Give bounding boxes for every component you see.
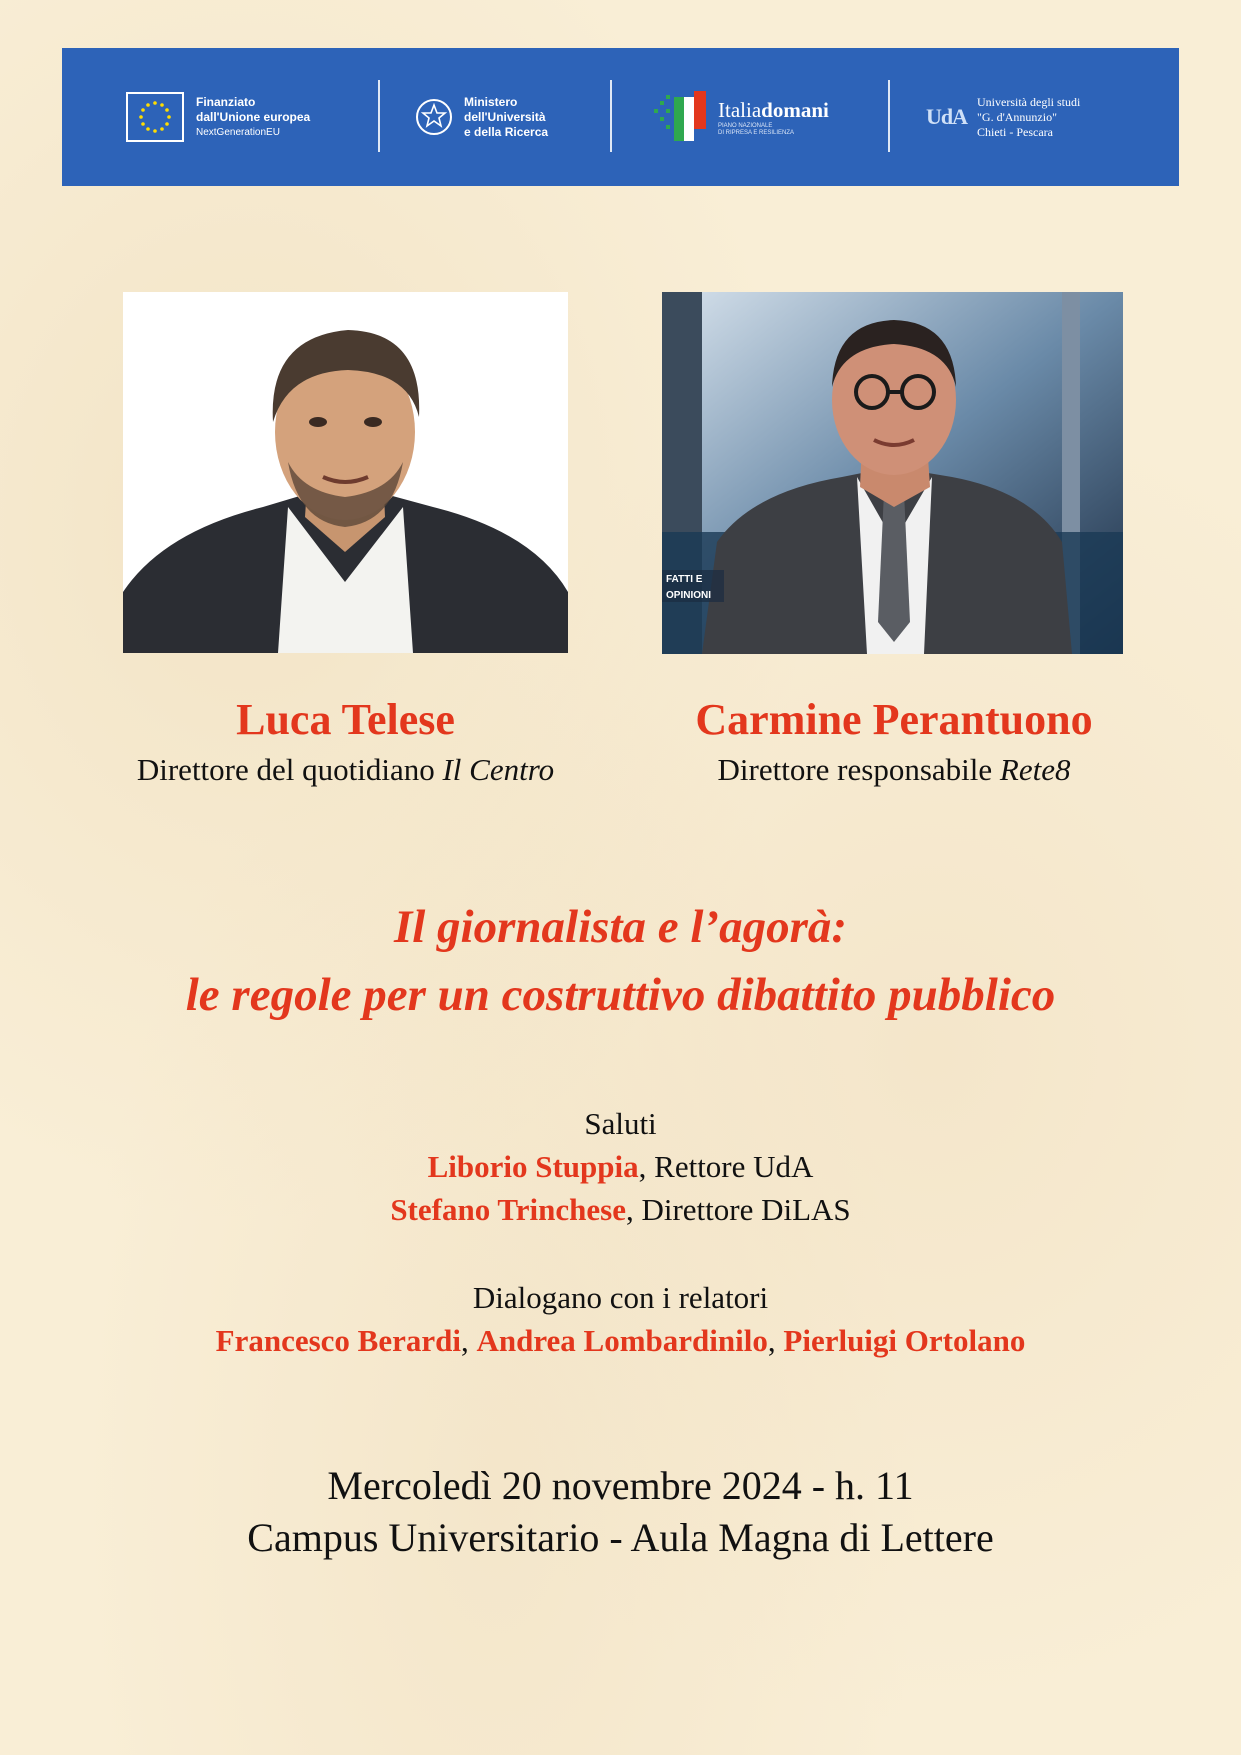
funding-banner: [62, 48, 1179, 186]
greeting-director: Stefano Trinchese, Direttore DiLAS: [390, 1192, 851, 1227]
italiadomani-logo: [652, 48, 829, 186]
eu-flag-icon: [126, 92, 184, 142]
speaker-role-telese: Direttore del quotidiano Il Centro: [136, 752, 555, 787]
italiadomani-subline-2: DI RIPRESA E RESILIENZA: [718, 129, 795, 136]
event-title-line-2: le regole per un costruttivo dibattito pubblico: [185, 969, 1056, 1021]
eu-line-2: dall'Unione europea: [196, 109, 311, 124]
greeting-rector: Liborio Stuppia, Rettore UdA: [427, 1149, 814, 1184]
mur-line-1: Ministero: [464, 94, 518, 109]
photo-caption-2: OPINIONI: [666, 590, 712, 601]
italiadomani-flag-icon: [652, 89, 712, 145]
speaker-role-perantuono: Direttore responsabile Rete8: [717, 752, 1071, 787]
italiadomani-subline-1: PIANO NAZIONALE: [718, 122, 773, 129]
uda-line-1: Università degli studi: [977, 94, 1081, 109]
event-title-line-1: Il giornalista e l’agorà:: [393, 901, 848, 953]
mur-line-2: dell'Università: [464, 109, 546, 124]
uda-line-3: Chieti - Pescara: [977, 124, 1053, 139]
dialogue-heading: Dialogano con i relatori: [472, 1280, 769, 1315]
banner-divider: [610, 80, 612, 152]
dialogue-speakers: Francesco Berardi, Andrea Lombardinilo, Pierluigi Ortolano: [215, 1323, 1026, 1358]
event-place: Campus Universitario - Aula Magna di Lettere: [247, 1515, 994, 1560]
italian-republic-emblem-icon: [414, 97, 454, 137]
speaker-photo-telese: [123, 292, 568, 653]
speaker-name-telese: Luca Telese: [236, 695, 455, 744]
uda-logo: [926, 48, 1080, 186]
italiadomani-wordmark: Italiadomani: [718, 97, 829, 122]
mur-logo: [414, 48, 548, 186]
banner-divider: [378, 80, 380, 152]
greetings-heading: Saluti: [584, 1106, 657, 1141]
mur-line-3: e della Ricerca: [464, 124, 549, 139]
speaker-photo-perantuono: [662, 292, 1123, 654]
event-date: Mercoledì 20 novembre 2024 - h. 11: [327, 1463, 914, 1508]
banner-divider: [888, 80, 890, 152]
uda-mark: UdA: [926, 104, 968, 129]
eu-logo: [126, 48, 310, 186]
eu-line-3: NextGenerationEU: [196, 126, 280, 138]
speaker-name-perantuono: Carmine Perantuono: [695, 695, 1093, 744]
photo-caption-1: FATTI E: [666, 574, 703, 585]
eu-line-1: Finanziato: [196, 94, 256, 109]
uda-line-2: "G. d'Annunzio": [977, 109, 1057, 124]
